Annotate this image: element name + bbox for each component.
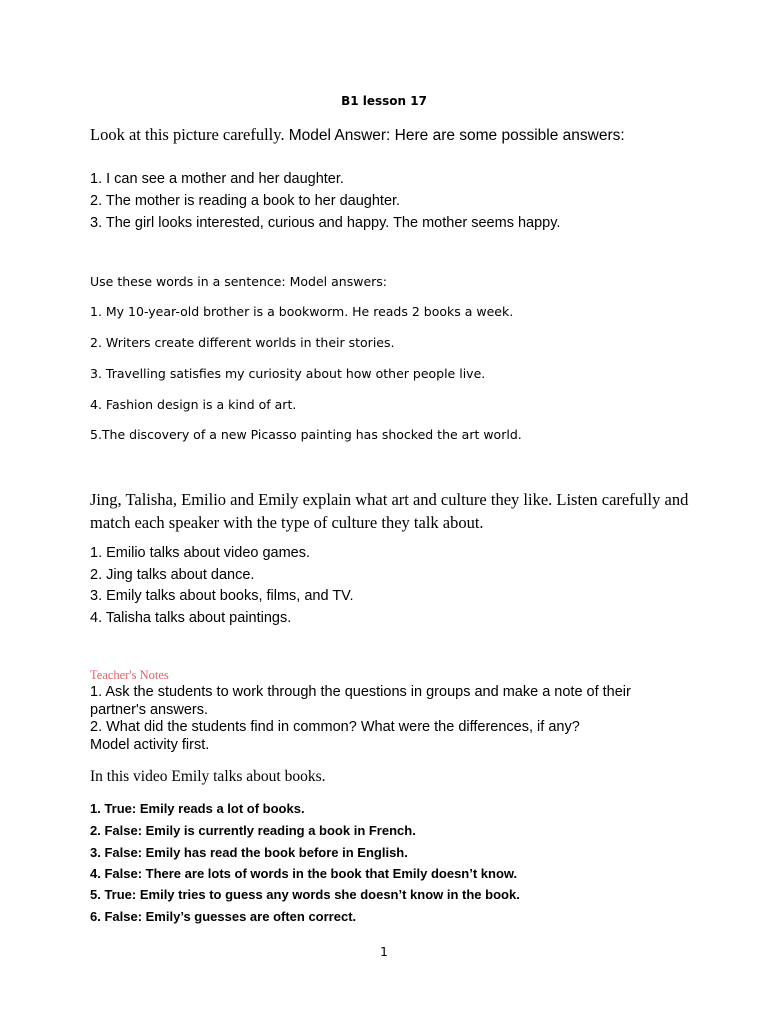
section3-item: 1. Emilio talks about video games. bbox=[90, 545, 311, 561]
teachers-notes-line: Model activity first. bbox=[90, 736, 210, 753]
true-false-item: 5. True: Emily tries to guess any words she doesn’t know in the book. bbox=[90, 887, 520, 902]
section1-intro-serif: Look at this picture carefully. bbox=[90, 125, 285, 144]
document-title: B1 lesson 17 bbox=[341, 94, 427, 108]
true-false-item: 3. False: Emily has read the book before in English. bbox=[90, 845, 408, 860]
section3-item: 2. Jing talks about dance. bbox=[90, 567, 255, 583]
section4-intro: In this video Emily talks about books. bbox=[90, 768, 326, 785]
section3-intro: Jing, Talisha, Emilio and Emily explain what art and culture they like. Listen carefully and match each speaker with the type of culture they talk about. bbox=[90, 490, 689, 532]
section1-item: 1. I can see a mother and her daughter. bbox=[90, 171, 344, 187]
section2-item: 2. Writers create different worlds in their stories. bbox=[90, 335, 395, 350]
teachers-notes-line: 2. What did the students find in common? What were the differences, if any? bbox=[90, 719, 580, 735]
teachers-notes-heading: Teacher's Notes bbox=[90, 668, 169, 682]
section2-item: 1. My 10-year-old brother is a bookworm. He reads 2 books a week. bbox=[90, 304, 514, 319]
section1-item: 2. The mother is reading a book to her daughter. bbox=[90, 193, 401, 209]
page-number: 1 bbox=[380, 944, 388, 959]
section3-item: 3. Emily talks about books, films, and TV. bbox=[90, 588, 354, 604]
section2-item: 5.The discovery of a new Picasso painting has shocked the art world. bbox=[90, 427, 522, 442]
section2-item: 4. Fashion design is a kind of art. bbox=[90, 397, 297, 412]
section2-heading: Use these words in a sentence: Model answers: bbox=[90, 274, 387, 289]
true-false-item: 4. False: There are lots of words in the book that Emily doesn’t know. bbox=[90, 866, 518, 881]
teachers-notes-body bbox=[90, 684, 690, 754]
section2-item: 3. Travelling satisfies my curiosity about how other people live. bbox=[90, 366, 486, 381]
teachers-notes-line: 1. Ask the students to work through the questions in groups and make a note of their partner's answers. bbox=[90, 684, 631, 718]
section3-item: 4. Talisha talks about paintings. bbox=[90, 610, 292, 626]
section1-intro-sans: Model Answer: Here are some possible answers: bbox=[288, 127, 625, 144]
true-false-item: 2. False: Emily is currently reading a book in French. bbox=[90, 823, 416, 838]
true-false-item: 1. True: Emily reads a lot of books. bbox=[90, 801, 305, 816]
section1-item: 3. The girl looks interested, curious and happy. The mother seems happy. bbox=[90, 215, 561, 231]
section1-intro bbox=[90, 125, 625, 145]
true-false-item: 6. False: Emily’s guesses are often correct. bbox=[90, 909, 357, 924]
